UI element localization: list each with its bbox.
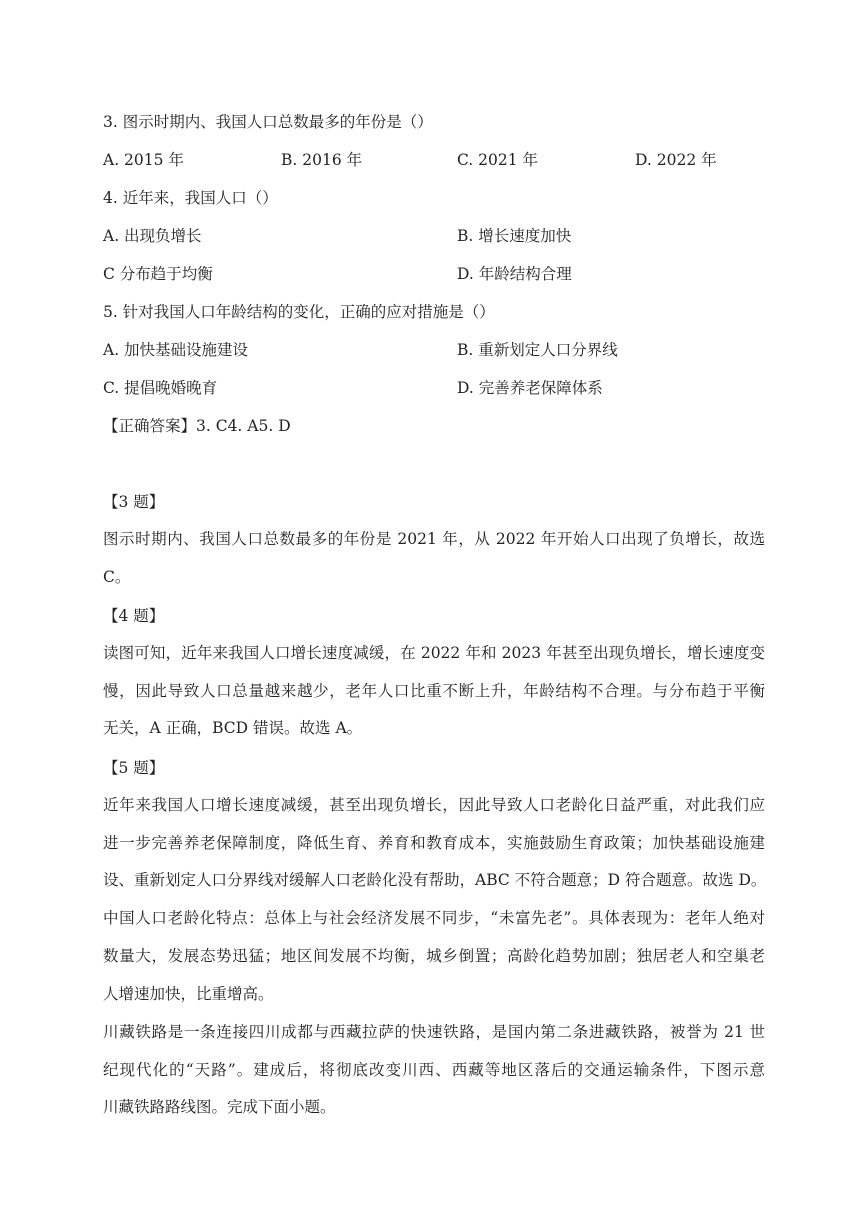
paragraph-line: 川藏铁路路线图。完成下面小题。	[103, 1098, 336, 1117]
explanation-5-body	[103, 787, 765, 1013]
paragraph-line: 数量大，发展态势迅猛；地区间发展不均衡，城乡倒置；高龄化趋势加剧；独居老人和空巢老	[103, 946, 765, 965]
paragraph-line: 读图可知，近年来我国人口增长速度减缓，在 2022 年和 2023 年甚至出现负增长，增长速度变	[103, 644, 765, 662]
paragraph-line: 慢，因此导致人口总量越来越少，老年人口比重不断上升，年龄结构不合理。与分布趋于平衡	[103, 681, 765, 700]
q3-option-d: D. 2022 年	[635, 151, 717, 169]
q4-option-c: C 分布趋于均衡	[103, 265, 213, 283]
q5-option-d: D. 完善养老保障体系	[457, 379, 603, 397]
paragraph-line: 人增速加快，比重增高。	[103, 984, 274, 1003]
q4-option-a: A. 出现负增长	[103, 227, 202, 245]
paragraph-line: 川藏铁路是一条连接四川成都与西藏拉萨的快速铁路，是国内第二条进藏铁路，被誉为 21 世	[103, 1023, 765, 1041]
paragraph-line: 近年来我国人口增长速度减缓，甚至出现负增长，因此导致人口老龄化日益严重，对此我们应	[103, 796, 765, 814]
question-3: 3. 图示时期内、我国人口总数最多的年份是（）	[103, 113, 433, 131]
paragraph-line: C。	[103, 567, 131, 586]
paragraph-line: 无关，A 正确，BCD 错误。故选 A。	[103, 719, 363, 738]
explanation-3-body	[103, 521, 765, 596]
explanation-3-heading: 【3 题】	[103, 493, 165, 511]
answer-key: 【正确答案】3. C4. A5. D	[103, 417, 291, 435]
paragraph-line: 图示时期内、我国人口总数最多的年份是 2021 年，从 2022 年开始人口出现了负增长，故选	[103, 530, 765, 548]
q5-option-a: A. 加快基础设施建设	[103, 341, 249, 359]
question-5: 5. 针对我国人口年龄结构的变化，正确的应对措施是（）	[103, 303, 495, 321]
q3-option-a: A. 2015 年	[103, 151, 184, 169]
paragraph-line: 纪现代化的“天路”。建成后，将彻底改变川西、西藏等地区落后的交通运输条件，下图示意	[103, 1060, 765, 1079]
question-4: 4. 近年来，我国人口（）	[103, 189, 278, 207]
paragraph-line: 进一步完善养老保障制度，降低生育、养育和教育成本，实施鼓励生育政策；加快基础设施建	[103, 833, 765, 852]
q4-option-b: B. 增长速度加快	[457, 227, 572, 245]
q3-option-b: B. 2016 年	[281, 151, 363, 169]
q4-option-d: D. 年龄结构合理	[457, 265, 572, 283]
paragraph-line: 设、重新划定人口分界线对缓解人口老龄化没有帮助，ABC 不符合题意；D 符合题意。故选 D。	[103, 871, 767, 890]
passage-chuanzang-railway	[103, 1014, 765, 1127]
q5-option-c: C. 提倡晚婚晚育	[103, 379, 218, 397]
explanation-5-heading: 【5 题】	[103, 759, 165, 777]
paragraph-line: 中国人口老龄化特点：总体上与社会经济发展不同步，“未富先老”。具体表现为：老年人绝对	[103, 909, 765, 928]
q3-option-c: C. 2021 年	[457, 151, 539, 169]
explanation-4-body	[103, 635, 765, 748]
q5-option-b: B. 重新划定人口分界线	[457, 341, 618, 359]
explanation-4-heading: 【4 题】	[103, 607, 165, 625]
